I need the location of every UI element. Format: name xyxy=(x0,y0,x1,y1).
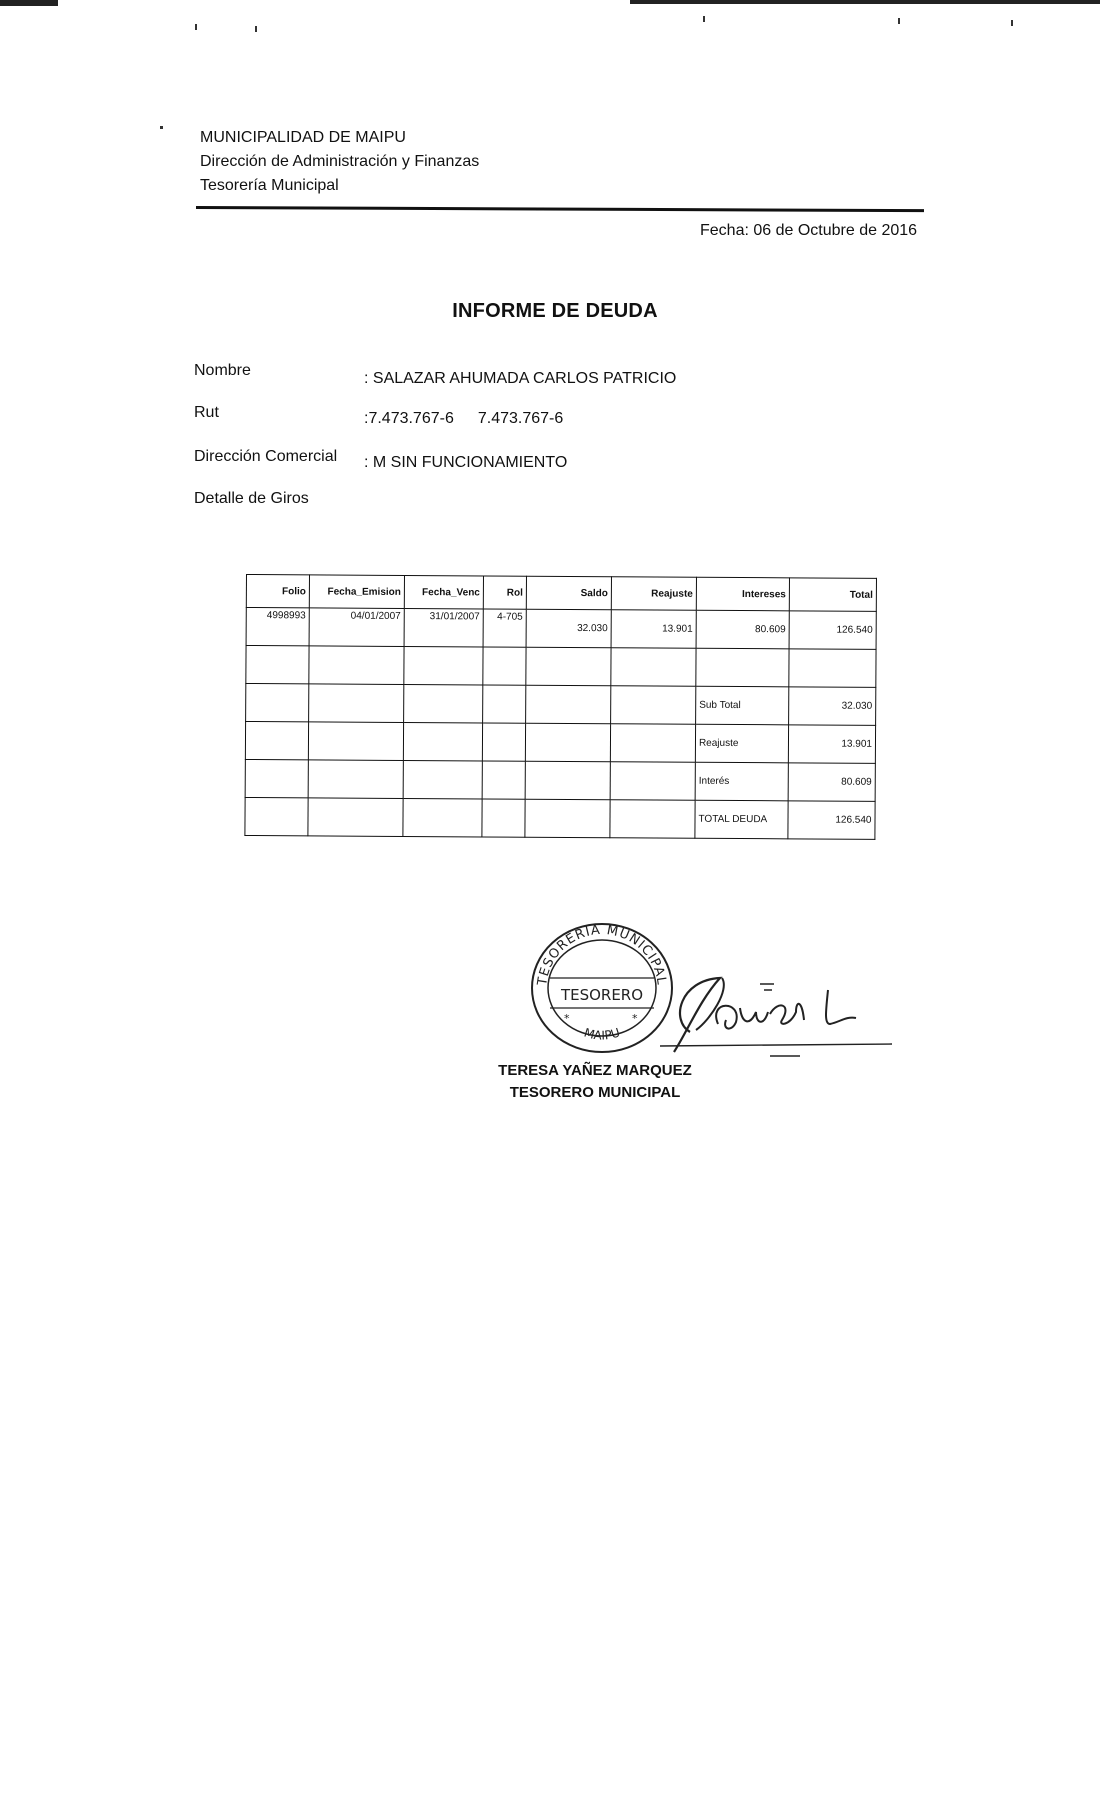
svg-text:*: * xyxy=(632,1012,638,1025)
column-header-folio: Folio xyxy=(246,575,309,608)
letterhead-department: Dirección de Administración y Finanzas xyxy=(200,153,480,170)
empty-cell xyxy=(789,649,876,688)
empty-cell xyxy=(610,724,695,763)
summary-row-reajuste xyxy=(245,722,875,764)
seal-bottom-text: MAIPU xyxy=(582,1025,622,1043)
scan-artifact xyxy=(195,24,197,30)
debt-table xyxy=(244,574,877,840)
column-header-fecha-emision: Fecha_Emision xyxy=(309,575,404,609)
letterhead xyxy=(200,126,479,198)
seal-center-text: TESORERO xyxy=(560,986,644,1004)
summary-row-subtotal xyxy=(246,684,876,726)
column-header-rol: Rol xyxy=(483,576,526,609)
rut-value-secondary: 7.473.767-6 xyxy=(477,410,564,427)
summary-label-subtotal: Sub Total xyxy=(696,686,789,725)
table-header-row xyxy=(246,575,876,612)
empty-cell xyxy=(403,760,482,798)
empty-cell xyxy=(404,646,483,684)
empty-cell xyxy=(526,685,611,724)
summary-label-reajuste: Reajuste xyxy=(695,724,788,763)
empty-cell xyxy=(482,799,525,837)
document-date: Fecha: 06 de Octubre de 2016 xyxy=(700,222,918,239)
empty-cell xyxy=(308,798,403,837)
scan-artifact xyxy=(255,26,257,32)
summary-row-interes xyxy=(245,759,875,801)
empty-cell xyxy=(482,723,525,761)
nombre-label: Nombre xyxy=(194,362,251,379)
letterhead-municipality: MUNICIPALIDAD DE MAIPU xyxy=(200,129,406,146)
empty-cell xyxy=(308,760,403,799)
empty-cell xyxy=(611,686,696,725)
table-row xyxy=(246,608,876,650)
signatory-name: TERESA YAÑEZ MARQUEZ xyxy=(498,1062,692,1079)
summary-value-reajuste: 13.901 xyxy=(788,725,875,764)
svg-text:MAIPU xyxy=(582,1025,621,1042)
table-row-empty xyxy=(246,646,876,688)
column-header-intereses: Intereses xyxy=(696,577,789,611)
scan-artifact xyxy=(630,0,1100,4)
cell-fecha-emision: 04/01/2007 xyxy=(309,608,404,647)
empty-cell xyxy=(525,799,610,838)
summary-value-subtotal: 32.030 xyxy=(789,687,876,726)
column-header-reajuste: Reajuste xyxy=(611,577,696,611)
cell-saldo: 32.030 xyxy=(526,609,611,648)
letterhead-rule xyxy=(196,206,924,212)
summary-label-total-deuda: TOTAL DEUDA xyxy=(695,800,788,839)
empty-cell xyxy=(245,722,308,760)
empty-cell xyxy=(525,761,610,800)
empty-cell xyxy=(483,647,526,685)
signatory-block xyxy=(0,1060,1100,1104)
empty-cell xyxy=(696,648,789,687)
empty-cell xyxy=(309,646,404,685)
scan-artifact xyxy=(160,126,163,129)
letterhead-office: Tesorería Municipal xyxy=(200,177,339,194)
cell-folio: 4998993 xyxy=(246,608,309,646)
empty-cell xyxy=(246,684,309,722)
cell-total: 126.540 xyxy=(789,611,876,650)
treasury-seal-icon xyxy=(528,918,676,1056)
empty-cell xyxy=(610,800,695,839)
detalle-giros-label: Detalle de Giros xyxy=(194,490,309,507)
nombre-value: : SALAZAR AHUMADA CARLOS PATRICIO xyxy=(364,370,677,387)
summary-label-interes: Interés xyxy=(695,762,788,801)
summary-row-total-deuda xyxy=(245,797,875,839)
empty-cell xyxy=(403,798,482,836)
empty-cell xyxy=(611,648,696,687)
seal-top-text: TESORERIA MUNICIPAL xyxy=(535,922,669,987)
empty-cell xyxy=(309,684,404,723)
rut-label: Rut xyxy=(194,404,219,421)
empty-cell xyxy=(483,685,526,723)
empty-cell xyxy=(610,762,695,801)
empty-cell xyxy=(403,722,482,760)
column-header-saldo: Saldo xyxy=(526,576,611,610)
scan-artifact xyxy=(898,18,900,24)
rut-value-primary: :7.473.767-6 xyxy=(364,410,454,427)
column-header-total: Total xyxy=(789,578,876,612)
empty-cell xyxy=(245,797,308,835)
cell-fecha-venc: 31/01/2007 xyxy=(404,608,483,646)
empty-cell xyxy=(245,759,308,797)
empty-cell xyxy=(308,722,403,761)
direccion-label: Dirección Comercial xyxy=(194,448,338,465)
empty-cell xyxy=(404,684,483,722)
empty-cell xyxy=(526,647,611,686)
scan-artifact xyxy=(1011,20,1013,26)
cell-intereses: 80.609 xyxy=(696,610,789,649)
document-title: INFORME DE DEUDA xyxy=(452,300,658,322)
empty-cell xyxy=(482,761,525,799)
column-header-fecha-venc: Fecha_Venc xyxy=(404,575,483,608)
cell-rol: 4-705 xyxy=(483,609,526,647)
scan-artifact xyxy=(703,16,705,22)
direccion-value: : M SIN FUNCIONAMIENTO xyxy=(364,454,568,471)
empty-cell xyxy=(246,646,309,684)
rut-value xyxy=(364,410,563,428)
signatory-role: TESORERO MUNICIPAL xyxy=(509,1084,681,1101)
cell-reajuste: 13.901 xyxy=(611,610,696,649)
empty-cell xyxy=(525,723,610,762)
summary-value-interes: 80.609 xyxy=(788,763,875,802)
handwritten-signature xyxy=(660,960,900,1060)
scan-artifact xyxy=(0,0,58,6)
svg-text:*: * xyxy=(564,1012,570,1025)
summary-value-total-deuda: 126.540 xyxy=(788,801,875,840)
